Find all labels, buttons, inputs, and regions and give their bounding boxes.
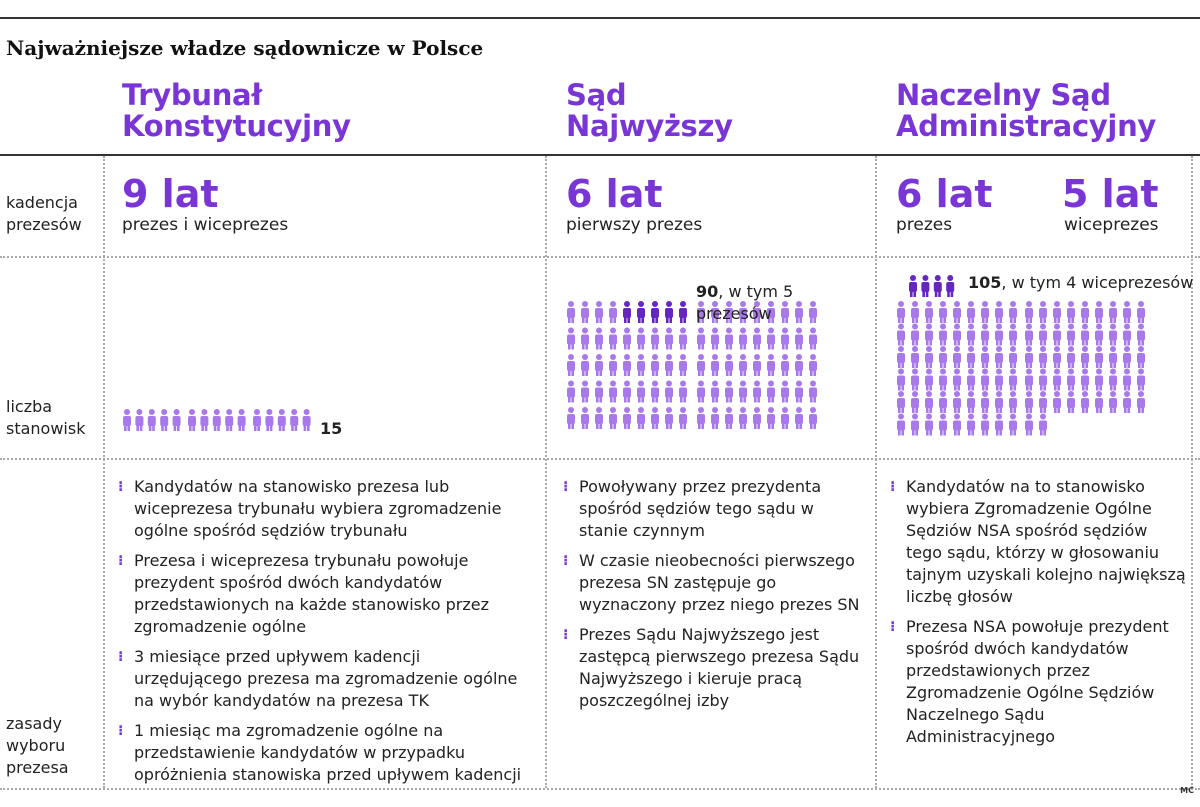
person-icon-sn [753,354,761,376]
person-icon-nsa [1009,369,1017,391]
person-icon-nsa [1137,391,1145,413]
seat-count-nsa: 105, w tym 4 wiceprezesów [968,273,1194,292]
person-icon-sn [637,301,645,323]
person-icon-nsa [1025,414,1033,436]
person-icon-nsa [1053,324,1061,346]
person-icon-nsa [1123,346,1131,368]
person-icon-nsa [1053,301,1061,323]
person-icon-sn [595,381,603,403]
page-title: Najważniejsze władze sądownicze w Polsce [6,36,484,60]
person-icon-sn [781,328,789,350]
person-icon-sn [665,407,673,429]
person-icon-sn [651,407,659,429]
person-icon-nsa [981,301,989,323]
person-icon-sn [581,381,589,403]
person-icon-sn [679,354,687,376]
person-icon-sn [651,354,659,376]
person-icon-nsa [1095,346,1103,368]
person-icon-sn [609,354,617,376]
person-icon-nsa [1095,391,1103,413]
person-icon-nsa [1095,324,1103,346]
person-icon-nsa [925,301,933,323]
person-icon-sn [651,381,659,403]
seat-count-sn: 90, w tym 5 prezesów [696,282,794,323]
person-icon-sn [567,301,575,323]
person-icon-nsa [897,414,905,436]
list-item: ⁝ Prezesa NSA powołuje prezydent spośród dwóch kandydatów przedstawionych przez Zgromadzenie Ogólne Sędziów Naczelnego Sądu Administracyjnego [890,617,1169,746]
person-icon-sn [679,301,687,323]
person-icon-nsa [953,391,961,413]
person-icon-sn [609,328,617,350]
person-icon-sn [595,301,603,323]
person-icon-tk [160,409,168,431]
person-icon-tk [148,409,156,431]
person-icon-sn [697,407,705,429]
rules-list-nsa [890,476,1188,756]
person-icon-sn [739,407,747,429]
person-icon-sn [809,381,817,403]
person-icon-nsa [953,414,961,436]
person-icon-sn [739,381,747,403]
person-icon-sn [567,328,575,350]
person-icon-nsa-highlight [921,275,929,297]
person-icon-tk [213,409,221,431]
row-label-zasady: zasady wyboru prezesa [6,714,69,777]
person-icon-sn [781,407,789,429]
person-icon-nsa [967,301,975,323]
person-icon-sn [795,328,803,350]
person-icon-sn [809,328,817,350]
person-icon-sn [567,354,575,376]
person-icon-nsa [1039,391,1047,413]
list-item: ⁝ Powoływany przez prezydenta spośród sędziów tego sądu w stanie czynnym [563,477,822,540]
court-header-tk: Trybunał Konstytucyjny [122,78,351,143]
person-icon-nsa [897,346,905,368]
person-icon-nsa [939,301,947,323]
person-icon-nsa [911,324,919,346]
person-icon-sn [651,301,659,323]
person-icon-sn [753,328,761,350]
term-desc-nsa-wice: wiceprezes [1064,215,1159,235]
person-icon-sn [581,407,589,429]
person-icon-sn [623,407,631,429]
person-icon-sn [753,381,761,403]
person-icon-sn [637,381,645,403]
person-icon-nsa [1067,346,1075,368]
person-icon-nsa [1137,301,1145,323]
person-icon-nsa [1123,324,1131,346]
person-icon-sn [665,381,673,403]
person-icon-nsa [953,324,961,346]
person-icon-nsa [1067,369,1075,391]
person-icon-sn [711,407,719,429]
person-icon-nsa [925,369,933,391]
row-label-kadencja: kadencja prezesów [6,193,82,234]
list-item: ⁝ 1 miesiąc ma zgromadzenie ogólne na przedstawienie kandydatów w przypadku opróżnienia stanowiska przed upływem kadencji [118,721,522,784]
person-icon-sn [697,381,705,403]
term-value-tk: 9 lat [122,172,219,216]
person-icon-nsa [1025,324,1033,346]
person-icon-nsa [1053,369,1061,391]
person-icon-nsa [1039,414,1047,436]
person-icon-sn [725,407,733,429]
person-icon-tk [173,409,181,431]
person-icon-nsa [1081,391,1089,413]
list-item: ⁝ Prezes Sądu Najwyższego jest zastępcą pierwszego prezesa Sądu Najwyższego i kieruje pracą poszczególnej izby [563,625,860,710]
person-icon-sn [739,328,747,350]
term-desc-tk: prezes i wiceprezes [122,215,289,235]
person-icon-nsa [1095,301,1103,323]
person-icon-nsa [939,369,947,391]
person-icon-nsa [911,369,919,391]
person-icon-sn [781,381,789,403]
person-icon-nsa [939,346,947,368]
person-icon-nsa [1137,346,1145,368]
person-icon-nsa [897,301,905,323]
row-label-liczba: liczba stanowisk [6,397,86,438]
list-item: ⁝ Prezesa i wiceprezesa trybunału powołuje prezydent spośród dwóch kandydatów przedstawionych na każde stanowisko przez zgromadzenie ogólne [118,551,489,636]
person-icon-nsa [1025,301,1033,323]
person-icon-nsa [1067,301,1075,323]
person-icon-nsa-highlight [934,275,942,297]
list-item: ⁝ W czasie nieobecności pierwszego prezesa SN zastępuje go wyznaczony przez niego prezes SN [563,551,860,614]
seat-count-tk: 15 [320,419,343,438]
person-icon-sn [809,407,817,429]
person-icon-nsa [981,369,989,391]
person-icon-sn [623,301,631,323]
person-icon-nsa [981,346,989,368]
person-icon-nsa [1123,301,1131,323]
person-icon-nsa-highlight [909,275,917,297]
person-icon-nsa [995,346,1003,368]
person-icon-sn [595,328,603,350]
term-desc-nsa-prezes: prezes [896,215,953,235]
person-icon-nsa [1053,346,1061,368]
person-icon-nsa [1109,346,1117,368]
person-icon-nsa [1039,346,1047,368]
term-desc-sn: pierwszy prezes [566,215,703,235]
person-icon-nsa [981,324,989,346]
court-header-sn: Sąd Najwyższy [566,78,733,143]
person-icon-nsa [967,369,975,391]
person-icon-tk [303,409,311,431]
person-icon-sn [697,354,705,376]
person-icon-sn [623,328,631,350]
person-icon-sn [711,354,719,376]
person-icon-sn [753,407,761,429]
person-icon-sn [637,354,645,376]
person-icon-sn [637,328,645,350]
person-icon-nsa [1137,324,1145,346]
person-icon-nsa [939,391,947,413]
person-icon-nsa-highlight [946,275,954,297]
person-icon-nsa [911,391,919,413]
person-icon-nsa [953,369,961,391]
person-icon-nsa [967,324,975,346]
list-item: ⁝ 3 miesiące przed upływem kadencji urzędującego prezesa ma zgromadzenie ogólne na wybór kandydatów na prezesa TK [118,647,518,710]
person-icon-nsa [1039,324,1047,346]
person-icon-nsa [939,324,947,346]
person-icon-sn [609,301,617,323]
person-icon-nsa [953,301,961,323]
person-icon-sn [711,328,719,350]
person-icon-sn [581,328,589,350]
person-icon-sn [725,381,733,403]
person-icon-sn [679,328,687,350]
person-icon-nsa [1109,391,1117,413]
person-icon-sn [795,354,803,376]
person-icon-nsa [981,391,989,413]
person-icon-nsa [1067,391,1075,413]
person-icon-tk [123,409,131,431]
person-icon-nsa [1025,391,1033,413]
rules-list-tk [118,476,530,794]
person-icon-nsa [1109,301,1117,323]
person-icon-sn [567,381,575,403]
person-icon-sn [595,407,603,429]
person-icon-nsa [1009,346,1017,368]
person-icon-tk [238,409,246,431]
person-icon-nsa [1009,301,1017,323]
person-icon-sn [651,328,659,350]
person-icon-nsa [1081,369,1089,391]
person-icon-sn [767,354,775,376]
person-icon-nsa [995,369,1003,391]
person-icon-nsa [995,324,1003,346]
person-icon-sn [809,354,817,376]
person-icon-sn [581,354,589,376]
person-icon-nsa [939,414,947,436]
person-icon-nsa [1123,369,1131,391]
person-icon-nsa [1067,324,1075,346]
author-credit: MC [1180,786,1194,795]
person-icon-nsa [981,414,989,436]
person-icon-sn [767,407,775,429]
person-icon-sn [665,301,673,323]
person-icon-nsa [925,346,933,368]
person-icon-nsa [967,391,975,413]
person-icon-sn [725,328,733,350]
person-icon-sn [795,381,803,403]
term-value-nsa-prezes: 6 lat [896,172,993,216]
person-icon-nsa [911,346,919,368]
person-icon-nsa [1039,301,1047,323]
person-icon-nsa [1081,324,1089,346]
person-icon-nsa [953,346,961,368]
person-icon-nsa [1039,369,1047,391]
person-icon-tk [200,409,208,431]
rules-list-sn [563,476,863,720]
person-icon-nsa [911,414,919,436]
person-icon-sn [739,354,747,376]
person-icon-nsa [1109,324,1117,346]
person-icon-sn [623,354,631,376]
person-icon-nsa [1081,346,1089,368]
list-item: ⁝ Kandydatów na stanowisko prezesa lub wiceprezesa trybunału wybiera zgromadzenie ogólne spośród sędziów trybunału [118,477,502,540]
person-icon-sn [637,407,645,429]
person-icon-nsa [1025,346,1033,368]
person-icon-sn [665,328,673,350]
person-icon-sn [595,354,603,376]
person-icon-nsa [995,301,1003,323]
person-icon-sn [767,328,775,350]
person-icon-nsa [995,391,1003,413]
person-icon-tk [290,409,298,431]
person-icon-nsa [1109,369,1117,391]
person-icon-nsa [897,369,905,391]
person-icon-sn [795,407,803,429]
person-icon-sn [623,381,631,403]
person-icon-tk [278,409,286,431]
term-value-nsa-wice: 5 lat [1062,172,1159,216]
person-icon-nsa [897,391,905,413]
court-header-nsa: Naczelny Sąd Administracyjny [896,78,1157,143]
person-icon-nsa [1123,391,1131,413]
person-icon-nsa [897,324,905,346]
person-icon-tk [135,409,143,431]
person-icon-sn [711,381,719,403]
person-icon-sn [697,328,705,350]
person-icon-nsa [925,324,933,346]
person-icon-tk [188,409,196,431]
person-icon-sn [725,354,733,376]
person-icon-sn [609,407,617,429]
person-icon-sn [665,354,673,376]
person-icon-sn [581,301,589,323]
person-icon-sn [609,381,617,403]
person-icon-nsa [1081,301,1089,323]
person-icon-tk [253,409,261,431]
person-icon-nsa [995,414,1003,436]
person-icon-nsa [1095,369,1103,391]
term-value-sn: 6 lat [566,172,663,216]
person-icon-nsa [1009,391,1017,413]
person-icon-sn [679,407,687,429]
person-icon-nsa [1009,414,1017,436]
person-icon-nsa [925,391,933,413]
person-icon-tk [225,409,233,431]
person-icon-nsa [967,414,975,436]
person-icon-nsa [1025,369,1033,391]
person-icon-sn [767,381,775,403]
person-icon-nsa [911,301,919,323]
person-icon-sn [781,354,789,376]
person-icon-nsa [925,414,933,436]
person-icon-tk [265,409,273,431]
person-icon-sn [567,407,575,429]
person-icon-sn [679,381,687,403]
person-icon-nsa [1137,369,1145,391]
person-icon-nsa [1009,324,1017,346]
list-item: ⁝ Kandydatów na to stanowisko wybiera Zgromadzenie Ogólne Sędziów NSA spośród sędziów tego sądu, którzy w głosowaniu tajnym uzyskali kolejno największą liczbę głosów [890,477,1186,606]
person-icon-nsa [1053,391,1061,413]
person-icon-nsa [967,346,975,368]
